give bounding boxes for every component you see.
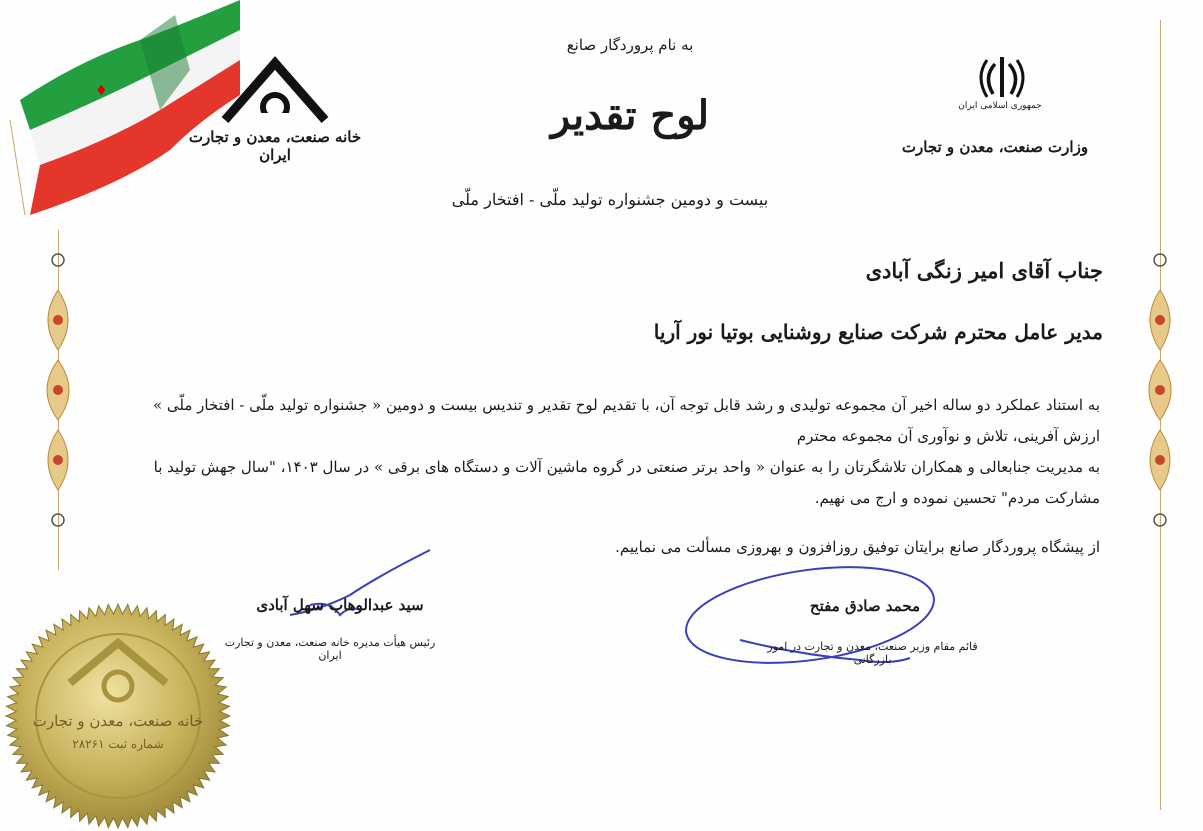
iran-flag-icon	[0, 0, 240, 230]
left-org-name: خانه صنعت، معدن و تجارت ایران	[188, 128, 362, 164]
certificate-title: لوح تقدیر	[550, 92, 710, 139]
ministry-name: وزارت صنعت، معدن و تجارت	[901, 138, 1089, 156]
right-ornament-icon	[1140, 240, 1180, 540]
recipient-salutation: جناب آقای امیر زنگی آبادی	[865, 258, 1103, 283]
gold-seal-icon	[0, 598, 240, 831]
certificate-body	[150, 390, 1100, 563]
house-of-industry-logo-icon	[220, 55, 330, 125]
left-signatory-title: رئیس هیأت مدیره خانه صنعت، معدن و تجارت ایران	[224, 636, 436, 662]
invocation-line: به نام پروردگار صانع	[566, 36, 694, 54]
right-signatory-name: محمد صادق مفتح	[809, 597, 921, 615]
svg-text:♦: ♦	[95, 83, 108, 99]
left-signatory-name: سید عبدالوهاب سهل آبادی	[256, 596, 424, 614]
emblem-caption: جمهوری اسلامی ایران	[958, 101, 1042, 111]
seal-text: خانه صنعت، معدن و تجارت	[32, 712, 204, 730]
iran-emblem-icon	[975, 52, 1030, 102]
body-line-3: از پیشگاه پروردگار صانع برایتان توفیق روزافزون و بهروزی مسألت می نماییم.	[615, 538, 1100, 556]
recipient-position: مدیر عامل محترم شرکت صنایع روشنایی بوتیا نور آریا	[653, 320, 1103, 344]
body-line-2: به مدیریت جنابعالی و همکاران تلاشگرتان را به عنوان « واحد برتر صنعتی در گروه ماشین آلات و دستگاه های برقی » در سال ۱۴۰۳، "سال جهش تولید با مشارکت مردم" تحسین نموده و ارج می نهیم.	[153, 458, 1100, 507]
body-line-1: به استناد عملکرد دو ساله اخیر آن مجموعه تولیدی و رشد قابل توجه آن، با تقدیم لوح تقدیر و تندیس بیست و دومین « جشنواره تولید ملّی - افتخار ملّی » ارزش آفرینی، تلاش و نوآوری آن مجموعه محترم	[152, 396, 1100, 445]
festival-subtitle: بیست و دومین جشنواره تولید ملّی - افتخار ملّی	[451, 190, 769, 209]
seal-number: شماره ثبت ۲۸۲۶۱	[72, 737, 164, 751]
left-ornament-icon	[38, 240, 78, 540]
right-signatory-title: قائم مقام وزیر صنعت، معدن و تجارت در امور بازرگانی	[767, 640, 978, 666]
